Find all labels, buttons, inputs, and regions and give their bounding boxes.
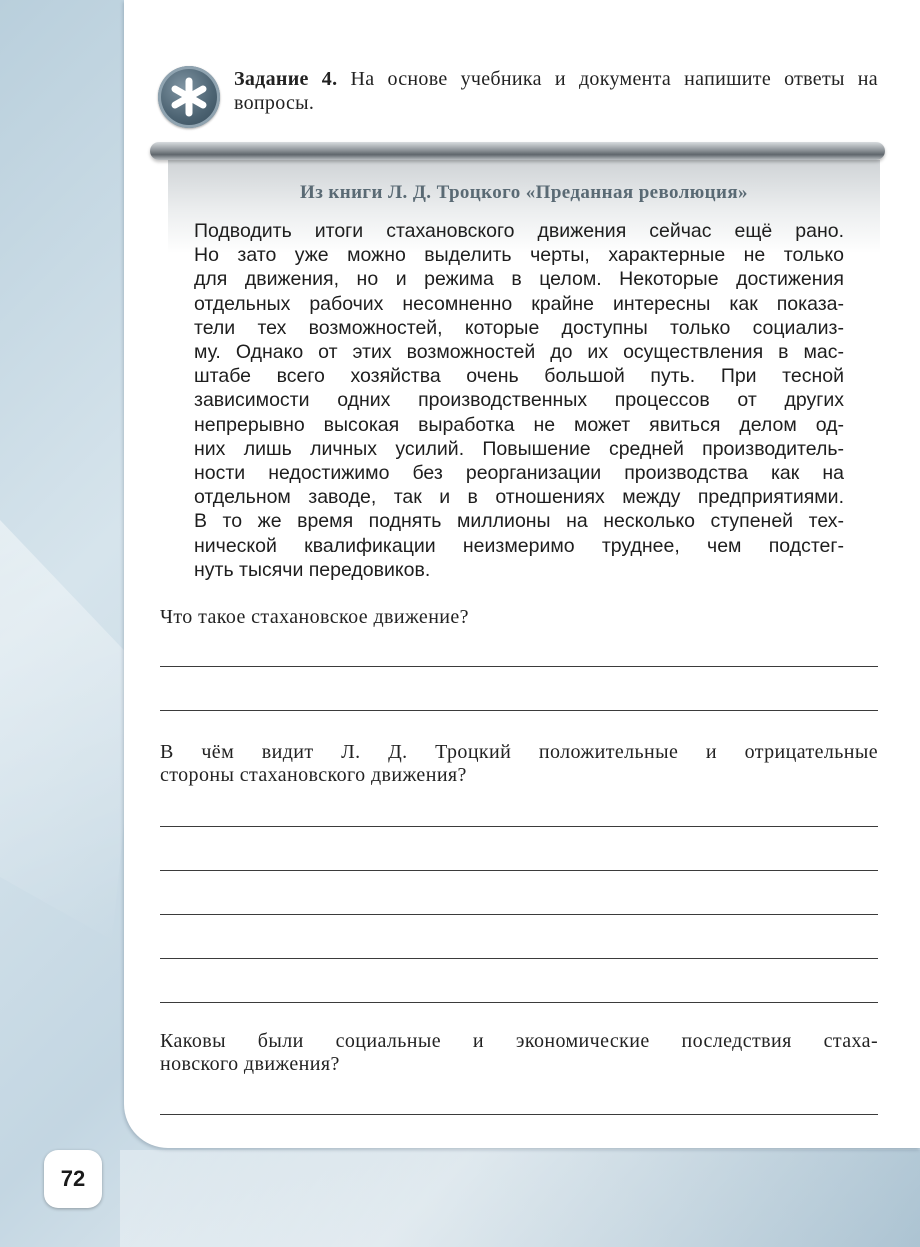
background-shape [0,520,140,940]
document-line: штабе всего хозяйства очень большой путь. При тесной [194,365,844,388]
document-line: Подводить итоги стахановского движения сейчас ещё рано. [194,220,844,242]
document-text [194,219,844,582]
document-line: нической квалификации неизмеримо труднее, чем подстег- [194,534,844,557]
answer-line[interactable] [160,1114,878,1115]
document-line: них лишь личных усилий. Повышение средней производитель- [194,437,844,460]
question-line: новского движения? [160,1053,340,1075]
question-line: Каковы были социальные и экономические последствия стаха- [160,1030,878,1052]
answer-line[interactable] [160,666,878,667]
document-line: тели тех возможностей, которые доступны только социализ- [194,316,844,339]
task-label: Задание 4. [234,68,338,90]
document-line: В то же время поднять миллионы на несколько ступеней тех- [194,510,844,533]
question-line: Что такое стахановское движение? [160,606,469,628]
answer-line[interactable] [160,914,878,915]
answer-line[interactable] [160,1002,878,1003]
task-heading [234,67,878,115]
asterisk-icon [158,66,220,128]
document-line: зависимости одних производственных процессов от других [194,389,844,412]
page-number: 72 [44,1150,102,1208]
answer-line[interactable] [160,870,878,871]
document-line: отдельном заводе, так и в отношениях между предприятиями. [194,486,844,509]
document-line: му. Однако от этих возможностей до их осуществления в мас- [194,341,844,364]
document-line: для движения, но и режима в целом. Некоторые достижения [194,268,844,291]
question-2 [160,741,878,787]
document-line: нуть тысячи передовиков. [194,558,431,581]
task-text: На основе учебника и документа напишите ответы на вопросы. [234,68,878,114]
document-line: Но зато уже можно выделить черты, характерные не только [194,244,844,267]
document-title: Из книги Л. Д. Троцкого «Преданная революция» [300,182,748,203]
answer-line[interactable] [160,710,878,711]
scroll-rod [150,142,885,160]
document-line: непрерывно высокая выработка не может явиться делом од- [194,413,844,436]
document-line: ности недостижимо без реорганизации производства как на [194,462,844,485]
question-line: стороны стахановского движения? [160,764,467,786]
question-line: В чём видит Л. Д. Троцкий положительные и отрицательные [160,741,878,763]
question-1 [160,606,878,629]
document-line: отдельных рабочих несомненно крайне интересны как показа- [194,292,844,315]
background-shape [120,1150,920,1247]
answer-line[interactable] [160,826,878,827]
question-3 [160,1030,878,1076]
answer-line[interactable] [160,958,878,959]
